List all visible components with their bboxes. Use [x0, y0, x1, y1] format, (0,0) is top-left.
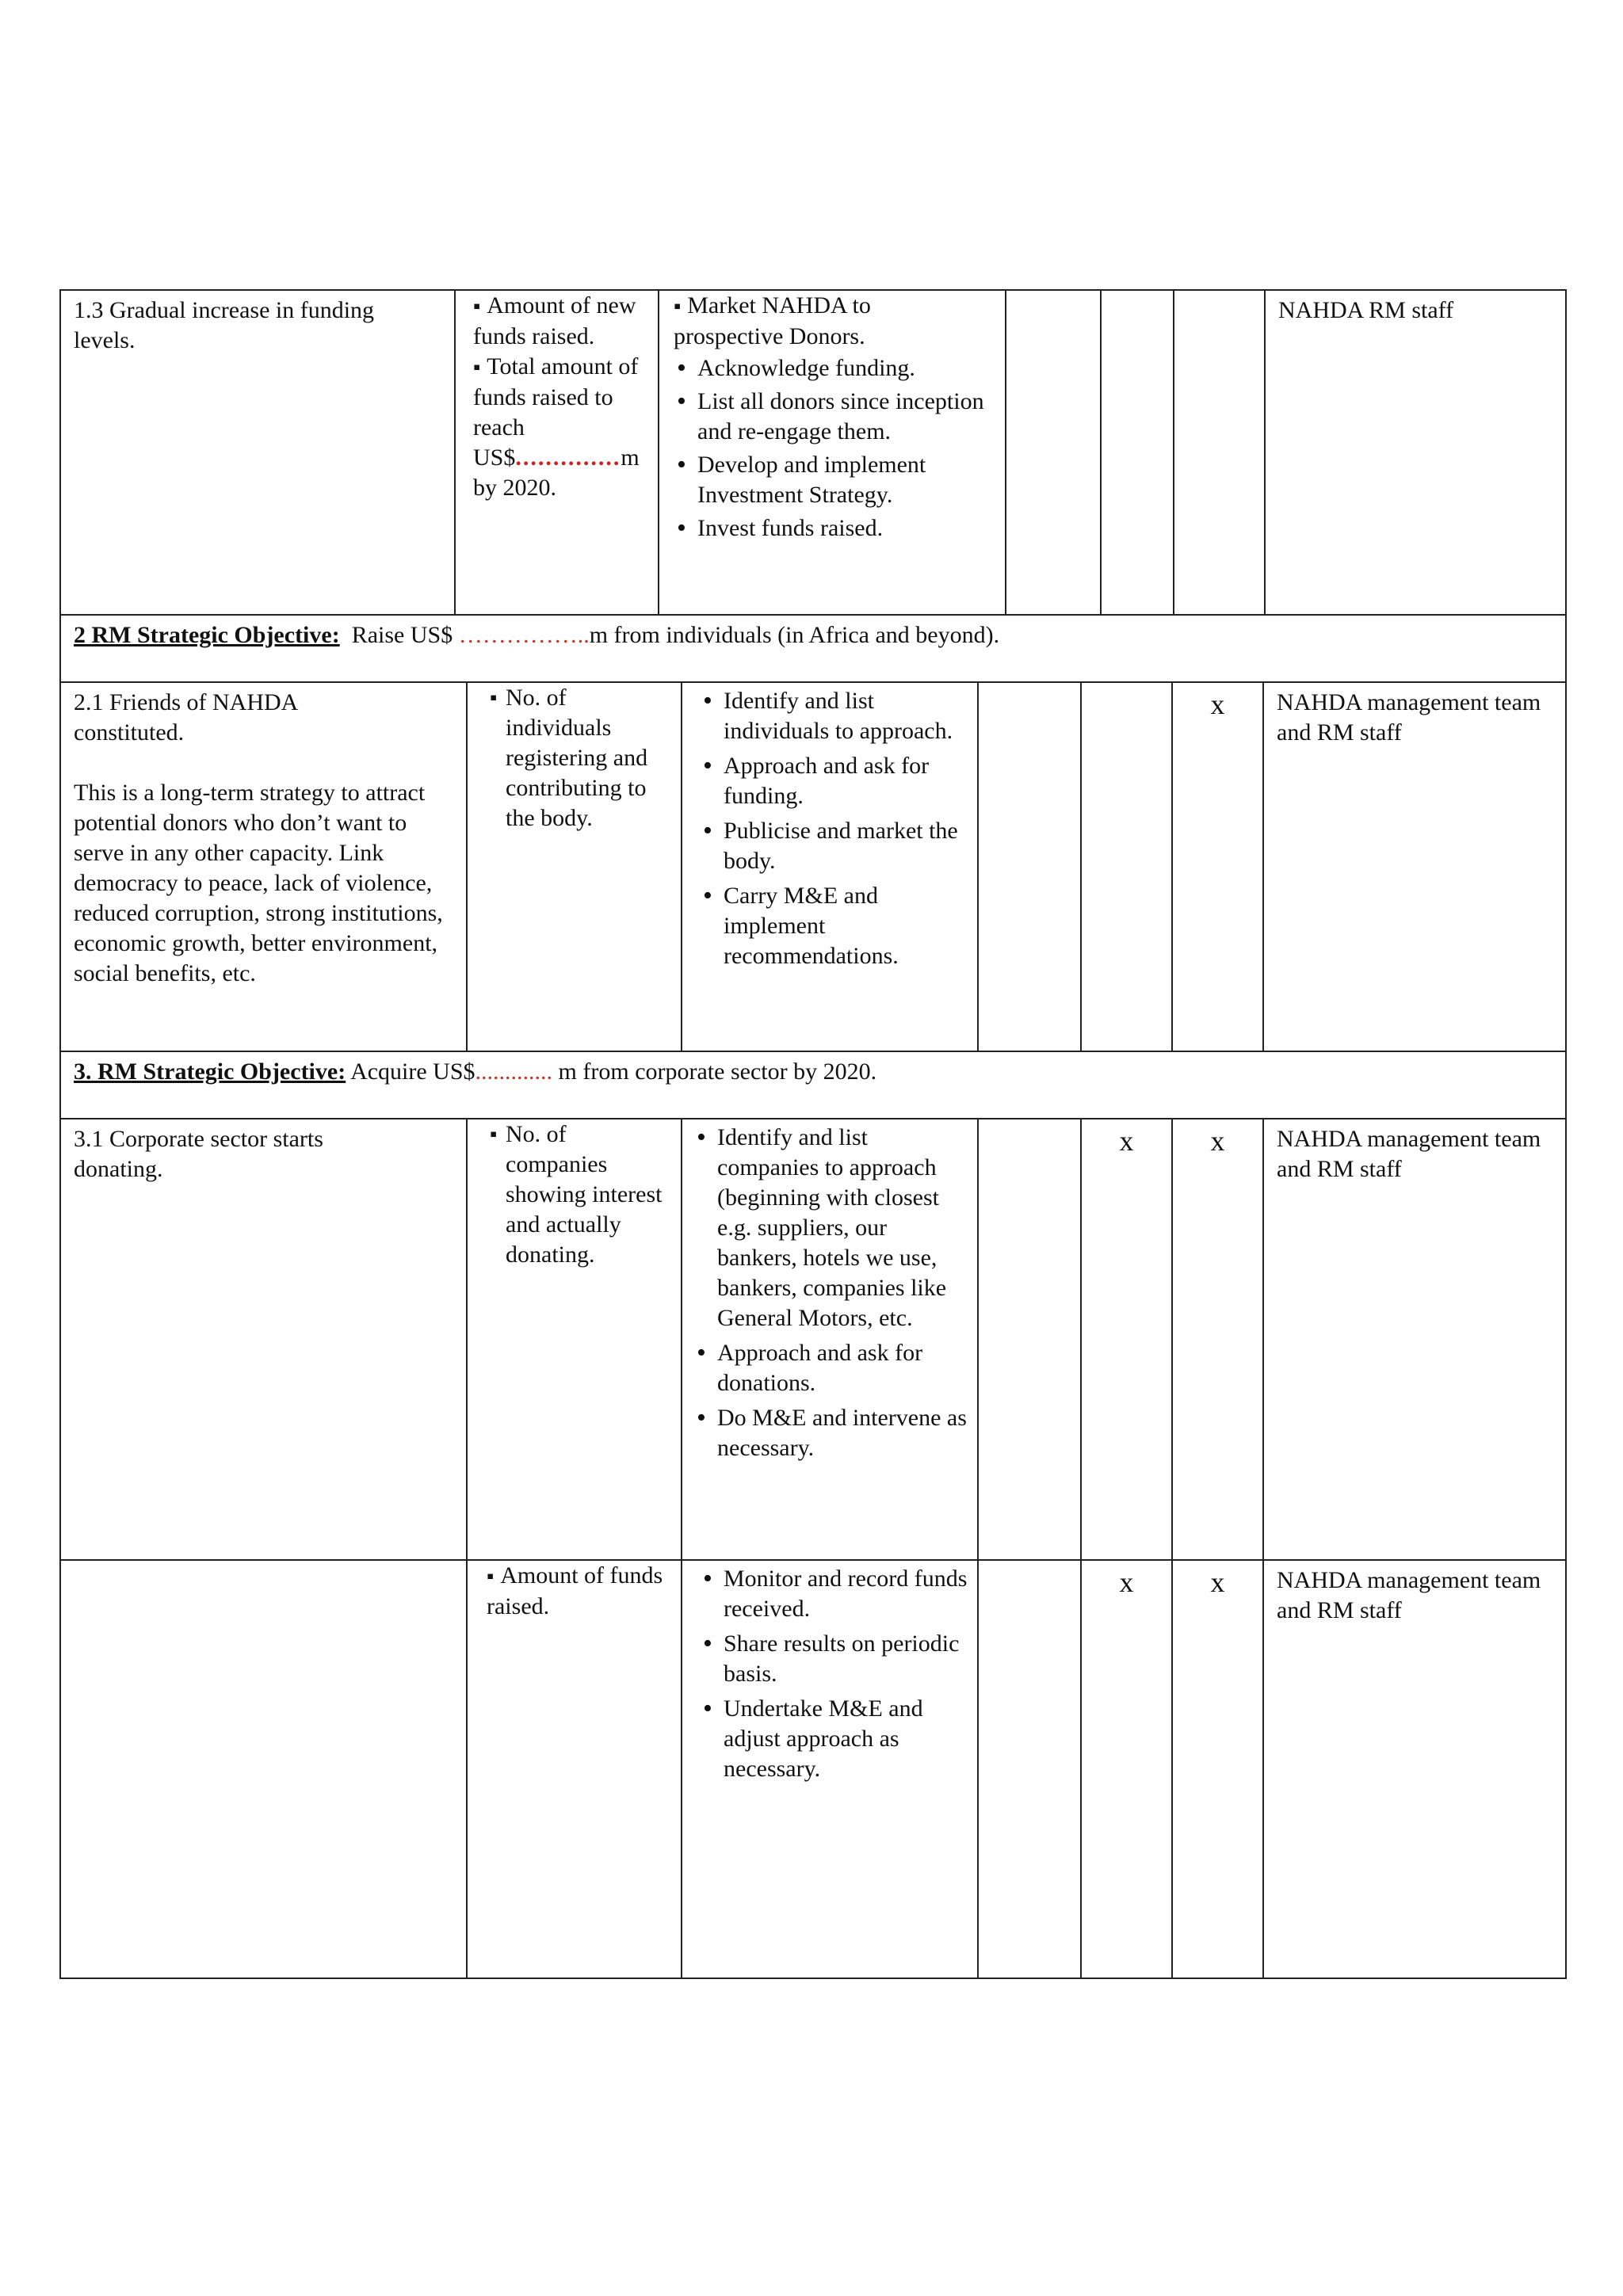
check-mark: x: [1210, 1566, 1225, 1598]
row-2-1-output-cell: [59, 681, 466, 1051]
row-2-1-col6: [1171, 681, 1262, 1051]
activity-item: • Publicise and market the body.: [700, 816, 969, 876]
row-2-1-col5: [1080, 681, 1171, 1051]
indicator-item: ▪ No. of companies showing interest and actually donating.: [490, 1121, 663, 1268]
activity-item: • Do M&E and intervene as necessary.: [693, 1403, 969, 1463]
responsible-text: NAHDA RM staff: [1278, 297, 1454, 323]
row-3-2-activities-cell: [681, 1559, 977, 1979]
activity-list: [674, 353, 997, 543]
row-1-3-col4: [1005, 289, 1100, 614]
activity-lead: ▪ Market NAHDA to prospective Donors.: [674, 291, 997, 352]
indicator-item: ▪ Total amount of funds raised to reach US$..............m by 2020.: [473, 352, 650, 503]
amount-placeholder-dots: .............: [475, 1058, 553, 1085]
output-note: This is a long-term strategy to attract potential donors who don’t want to serve in any other capacity. Link democracy to peace, lack of violence, reduced corruption, strong institutions, economic growth, better environment, social benefits, etc.: [74, 780, 443, 986]
row-3-1-col4: [977, 1118, 1080, 1559]
activity-item: • Share results on periodic basis.: [700, 1629, 969, 1689]
row-3-1-output-cell: [59, 1118, 466, 1559]
activity-list: [700, 1564, 969, 1784]
row-2-1-responsible-cell: [1262, 681, 1567, 1051]
activity-item: • Identify and list companies to approach (beginning with closest e.g. suppliers, our bankers, hotels we use, bankers, companies like General Motors, etc.: [693, 1123, 969, 1333]
responsible-text: NAHDA management team and RM staff: [1277, 1126, 1541, 1182]
row-3-2-indicator-cell: [466, 1559, 681, 1979]
activity-item: • Develop and implement Investment Strategy.: [674, 450, 997, 510]
activity-item: • Monitor and record funds received.: [700, 1564, 969, 1624]
objective-3-text: 3. RM Strategic Objective: Acquire US$............. m from corporate sector by 2020.: [74, 1058, 877, 1085]
output-text: 1.3 Gradual increase in funding levels.: [74, 297, 375, 353]
row-1-3-col6: [1173, 289, 1264, 614]
row-3-2-col5: [1080, 1559, 1171, 1979]
output-text: 3.1 Corporate sector starts donating.: [74, 1126, 323, 1182]
activity-item: • Approach and ask for funding.: [700, 751, 969, 811]
row-1-3-activities-cell: [658, 289, 1005, 614]
indicator-item: ▪ Amount of funds raised.: [487, 1562, 663, 1619]
objective-3-row: [59, 1051, 1567, 1118]
row-3-1-activities-cell: [681, 1118, 977, 1559]
activity-item: • Invest funds raised.: [674, 513, 997, 543]
row-3-2-responsible-cell: [1262, 1559, 1567, 1979]
row-3-1-col5: [1080, 1118, 1171, 1559]
row-2-1-indicator-cell: [466, 681, 681, 1051]
check-mark: x: [1210, 1125, 1225, 1157]
row-3-1-responsible-cell: [1262, 1118, 1567, 1559]
row-2-1-activities-cell: [681, 681, 977, 1051]
activity-item: • Approach and ask for donations.: [693, 1338, 969, 1398]
check-mark: x: [1210, 688, 1225, 720]
row-1-3-responsible-cell: [1264, 289, 1567, 614]
activity-list: [700, 686, 969, 971]
objective-2-text: 2 RM Strategic Objective: Raise US$ ……………..m from individuals (in Africa and beyond).: [74, 622, 1000, 648]
indicator-item: ▪ No. of individuals registering and contributing to the body.: [490, 685, 648, 831]
activity-item: • List all donors since inception and re-engage them.: [674, 387, 997, 447]
amount-placeholder-dots: ..............: [515, 444, 621, 471]
activity-item: • Acknowledge funding.: [674, 353, 997, 383]
row-1-3-output-cell: [59, 289, 454, 614]
activity-item: • Carry M&E and implement recommendations.: [700, 881, 969, 971]
responsible-text: NAHDA management team and RM staff: [1277, 1567, 1541, 1623]
activity-item: • Identify and list individuals to approach.: [700, 686, 969, 746]
row-3-2-col6: [1171, 1559, 1262, 1979]
row-2-1-col4: [977, 681, 1080, 1051]
row-1-3-indicator-cell: [454, 289, 658, 614]
output-text: 2.1 Friends of NAHDA constituted.: [74, 689, 297, 746]
check-mark: x: [1119, 1566, 1134, 1598]
row-3-1-indicator-cell: [466, 1118, 681, 1559]
amount-placeholder-dots: ……………..: [458, 622, 590, 648]
responsible-text: NAHDA management team and RM staff: [1277, 689, 1541, 746]
activity-item: • Undertake M&E and adjust approach as necessary.: [700, 1694, 969, 1784]
row-3-2-output-cell: [59, 1559, 466, 1979]
row-3-2-col4: [977, 1559, 1080, 1979]
objective-2-row: [59, 614, 1567, 681]
activity-list: [693, 1123, 969, 1463]
check-mark: x: [1119, 1125, 1134, 1157]
indicator-item: ▪ Amount of new funds raised.: [473, 291, 650, 352]
row-3-1-col6: [1171, 1118, 1262, 1559]
row-1-3-col5: [1100, 289, 1173, 614]
